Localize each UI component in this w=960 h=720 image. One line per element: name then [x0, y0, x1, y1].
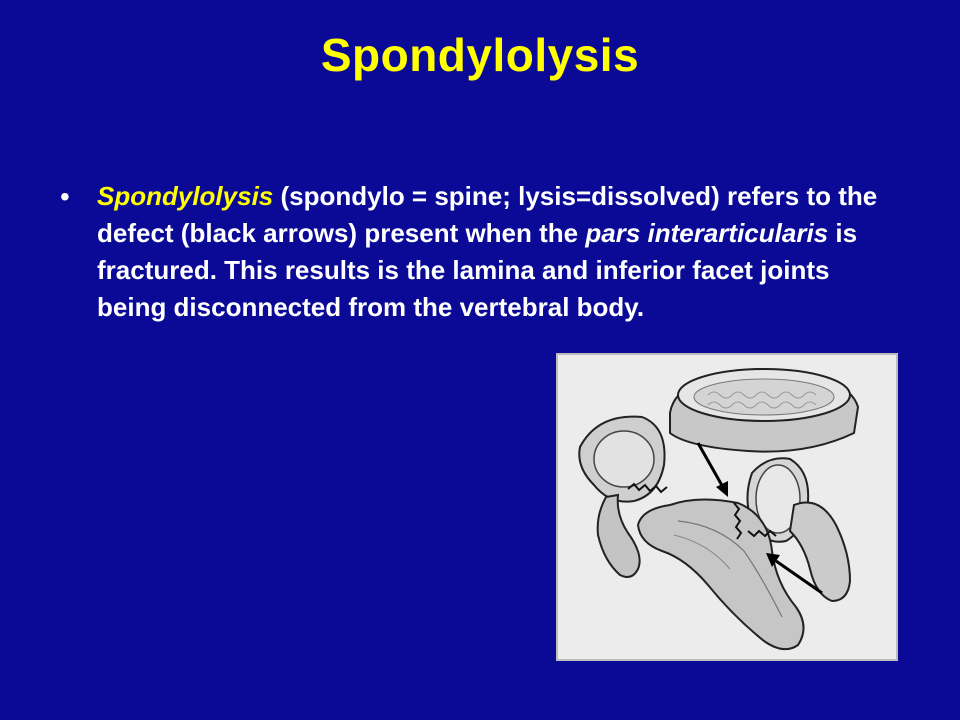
- left-transverse-process: [579, 417, 664, 577]
- defect-arrow-upper: [698, 443, 728, 497]
- bullet-marker: •: [60, 181, 70, 212]
- highlight-term: Spondylolysis: [97, 181, 274, 211]
- right-transverse-process: [790, 503, 850, 602]
- slide-title: Spondylolysis: [320, 29, 640, 81]
- bullet-text-part-1: (spondylo = spine; lysis=dissolved) refers to the defect (black arrows) present when the: [97, 181, 878, 248]
- vertebral-body: [670, 369, 858, 452]
- bullet-text: [97, 178, 880, 326]
- bullet-text-part-2: is fractured. This results is the lamina and inferior facet joints being disconnected from the vertebral body.: [97, 218, 858, 322]
- vertebra-figure: [556, 353, 898, 661]
- bullet-item: [60, 178, 880, 326]
- italic-term: pars interarticularis: [585, 218, 829, 248]
- vertebra-illustration: [558, 355, 896, 659]
